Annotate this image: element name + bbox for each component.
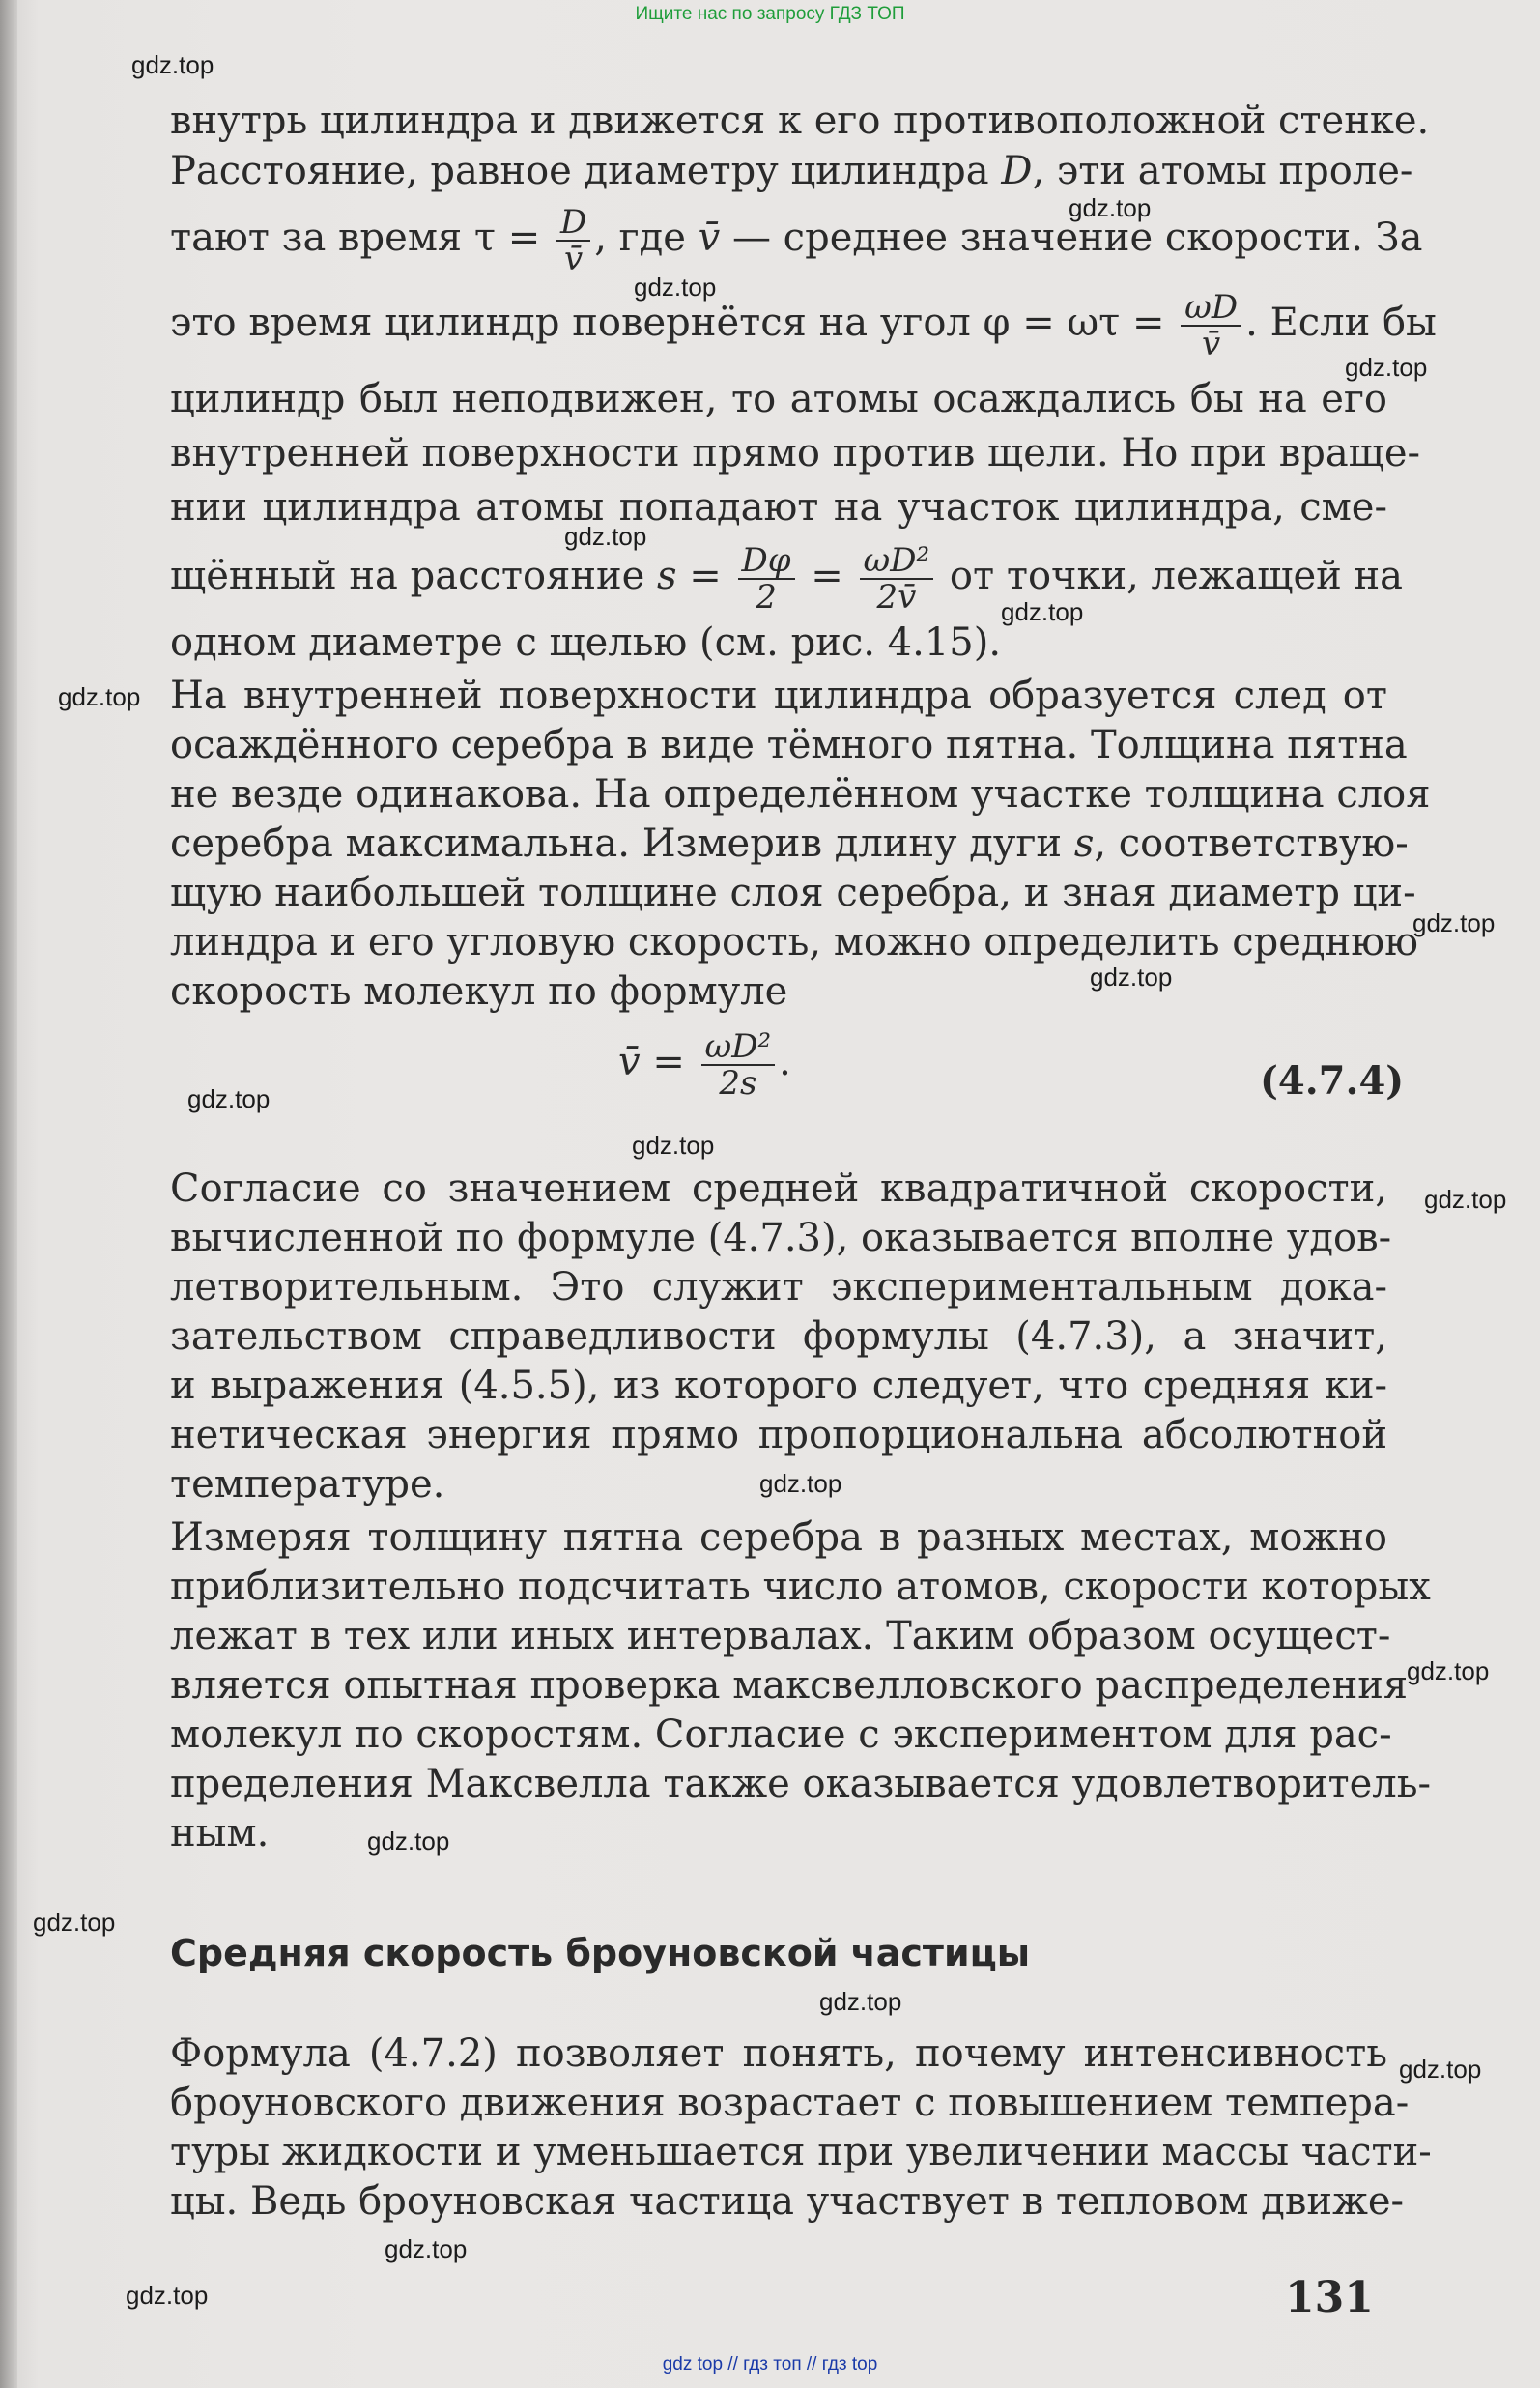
formula-4-7-4: v̄ = $\frac{\text{ωD²}}{2s}$ . xyxy=(618,1027,791,1103)
watermark: gdz.top xyxy=(1090,963,1173,992)
p1-line-2: Расстояние, равное диаметру цилиндра D, эти атомы проле- xyxy=(170,149,1413,193)
watermark: gdz.top xyxy=(634,273,717,302)
top-banner[interactable]: Ищите нас по запросу ГДЗ ТОП xyxy=(635,4,905,24)
p2-line-1: На внутренней поверхности цилиндра образуется след от xyxy=(170,674,1387,718)
equation-number: (4.7.4) xyxy=(1260,1058,1405,1104)
watermark: gdz.top xyxy=(131,50,214,79)
book-spine-shadow xyxy=(0,0,17,2388)
p2-line-6: линдра и его угловую скорость, можно определить среднюю xyxy=(170,920,1418,964)
p2-line-7: скорость молекул по формуле xyxy=(170,969,788,1014)
p4-line-3: лежат в тех или иных интервалах. Таким образом осущест- xyxy=(170,1614,1391,1658)
p2-line-2: осаждённого серебра в виде тёмного пятна. Толщина пятна xyxy=(170,723,1408,767)
bottom-banner[interactable]: gdz top // гдз топ // гдз top xyxy=(662,2354,878,2374)
p1-line-4: это время цилиндр повернётся на угол φ = ωτ = $\frac{\omega D}{v̄}$ . Если бы xyxy=(170,288,1437,363)
p2-line-5: щую наибольшей толщине слоя серебра, и зная диаметр ци- xyxy=(170,871,1416,915)
p4-line-5: молекул по скоростям. Согласие с экспериментом для рас- xyxy=(170,1712,1392,1757)
watermark: gdz.top xyxy=(126,2281,209,2310)
p1-line-5: цилиндр был неподвижен, то атомы осаждались бы на его xyxy=(170,377,1387,421)
watermark: gdz.top xyxy=(367,1827,450,1856)
p5-line-3: туры жидкости и уменьшается при увеличении массы части- xyxy=(170,2130,1432,2174)
page-number: 131 xyxy=(1285,2273,1374,2322)
watermark: gdz.top xyxy=(1069,193,1152,222)
p3-line-4: зательством справедливости формулы (4.7.3), а значит, xyxy=(170,1314,1387,1359)
watermark: gdz.top xyxy=(187,1084,271,1113)
watermark: gdz.top xyxy=(632,1131,715,1160)
p3-line-7: температуре. xyxy=(170,1462,445,1507)
p1-line-9: одном диаметре с щелью (см. рис. 4.15). xyxy=(170,620,1002,665)
p3-line-3: летворительным. Это служит экспериментальным дока- xyxy=(170,1265,1387,1309)
p3-line-2: вычисленной по формуле (4.7.3), оказывается вполне удов- xyxy=(170,1216,1392,1260)
p1-line-1: внутрь цилиндра и движется к его противоположной стенке. xyxy=(170,99,1430,143)
watermark: gdz.top xyxy=(33,1908,116,1937)
watermark: gdz.top xyxy=(564,522,647,551)
p1-line-8: щённый на расстояние s = $\frac{D\varphi}{2}$ = $\frac{\text{ωD²}}{2v̄}$ от точки, лежащей на xyxy=(170,541,1404,617)
p1-line-7: нии цилиндра атомы попадают на участок цилиндра, сме- xyxy=(170,485,1387,530)
p5-line-1: Формула (4.7.2) позволяет понять, почему интенсивность xyxy=(170,2031,1387,2076)
watermark: gdz.top xyxy=(759,1469,842,1498)
p3-line-1: Согласие со значением средней квадратичной скорости, xyxy=(170,1166,1387,1211)
watermark: gdz.top xyxy=(58,682,141,711)
section-heading: Средняя скорость броуновской частицы xyxy=(170,1932,1031,1974)
p4-line-6: пределения Максвелла также оказывается удовлетворитель- xyxy=(170,1762,1431,1806)
p2-line-4: серебра максимальна. Измерив длину дуги s, соответствую- xyxy=(170,821,1409,866)
watermark: gdz.top xyxy=(1345,353,1428,382)
p4-line-2: приблизительно подсчитать число атомов, скорости которых xyxy=(170,1565,1431,1609)
p2-line-3: не везде одинакова. На определённом участке толщина слоя xyxy=(170,772,1431,817)
p5-line-2: броуновского движения возрастает с повышением темпера- xyxy=(170,2081,1410,2125)
p4-line-4: вляется опытная проверка максвелловского распределения xyxy=(170,1663,1409,1708)
watermark: gdz.top xyxy=(1412,908,1496,937)
p4-line-1: Измеряя толщину пятна серебра в разных местах, можно xyxy=(170,1515,1387,1560)
watermark: gdz.top xyxy=(1399,2055,1482,2084)
p3-line-6: нетическая энергия прямо пропорциональна абсолютной xyxy=(170,1413,1387,1457)
p4-line-7: ным. xyxy=(170,1811,270,1856)
watermark: gdz.top xyxy=(1424,1185,1507,1214)
watermark: gdz.top xyxy=(1001,597,1084,626)
p3-line-5: и выражения (4.5.5), из которого следует, что средняя ки- xyxy=(170,1364,1387,1408)
watermark: gdz.top xyxy=(819,1987,902,2016)
p1-line-6: внутренней поверхности прямо против щели. Но при враще- xyxy=(170,431,1421,475)
watermark: gdz.top xyxy=(1407,1656,1490,1685)
p5-line-4: цы. Ведь броуновская частица участвует в тепловом движе- xyxy=(170,2179,1405,2224)
p1-line-3: тают за время τ = $\frac{D}{v̄}$ , где v̄ — среднее значение скорости. За xyxy=(170,203,1423,278)
watermark: gdz.top xyxy=(385,2234,468,2263)
